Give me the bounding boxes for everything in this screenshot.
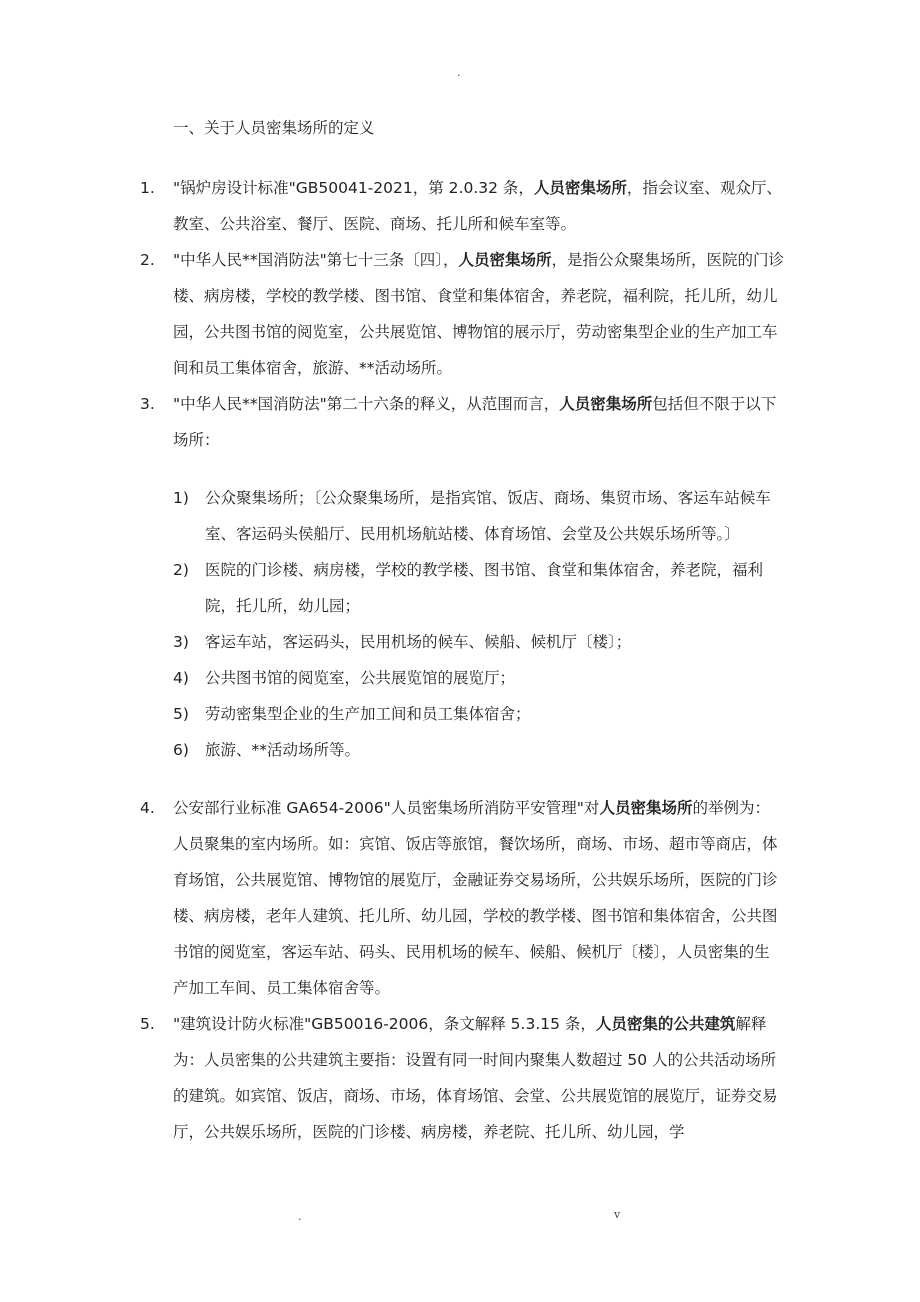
footer-mark-left: . [298, 1210, 302, 1223]
item-text: "中华人民**国消防法"第七十三条〔四〕， [173, 251, 459, 269]
list-item-number: 5. [140, 1015, 155, 1033]
item-bold-term: 人员密集的公共建筑 [595, 1015, 736, 1033]
item-bold-term: 人员密集场所 [458, 251, 552, 269]
sub-item-text: 客运车站，客运码头，民用机场的候车、候船、候机厅〔楼〕； [205, 633, 632, 651]
item-text: 包括但不限于以下场所： [173, 395, 777, 449]
footer-mark-right: v [614, 1208, 621, 1221]
sub-list-item [173, 552, 785, 624]
item-text: "中华人民**国消防法"第二十六条的释义，从范围而言， [173, 395, 560, 413]
item-bold-term: 人员密集场所 [599, 799, 693, 817]
item-text: "锅炉房设计标准"GB50041-2021，第 2.0.32 条， [173, 179, 534, 197]
sub-item-text: 公共图书馆的阅览室，公共展览馆的展览厅； [205, 669, 516, 687]
sub-list-item [173, 480, 785, 552]
sub-list-item [173, 624, 785, 660]
sub-list [173, 480, 785, 768]
list-item-5 [0, 1006, 785, 1150]
list-item-1 [0, 170, 785, 242]
sub-item-text: 劳动密集型企业的生产加工间和员工集体宿舍； [205, 705, 531, 723]
sub-list-item [173, 696, 785, 732]
sub-list-number: 4) [173, 669, 189, 687]
item-text: ，指会议室、观众厅、教室、公共浴室、餐厅、医院、商场、托儿所和候车室等。 [173, 179, 782, 233]
item-text: 公安部行业标准 GA654-2006"人员密集场所消防平安管理"对 [173, 799, 600, 817]
sub-list-number: 2) [173, 561, 189, 579]
sub-list-number: 5) [173, 705, 189, 723]
sub-item-text: 公众聚集场所；〔公众聚集场所，是指宾馆、饭店、商场、集贸市场、客运车站候车室、客运码头侯船厅、民用机场航站楼、体育场馆、会堂及公共娱乐场所等。〕 [205, 489, 771, 543]
section-heading: 一、关于人员密集场所的定义 [173, 119, 375, 137]
list-item-number: 2. [140, 251, 155, 269]
list-item-number: 1. [140, 179, 155, 197]
list-item-number: 4. [140, 799, 155, 817]
item-text: 的举例为：人员聚集的室内场所。如：宾馆、饭店等旅馆，餐饮场所，商场、市场、超市等商店，体育场馆，公共展览馆、博物馆的展览厅，金融证券交易场所，公共娱乐场所，医院的门诊楼、病房楼，老年人建筑、托儿所、幼儿园，学校的教学楼、图书馆和集体宿舍，公共图书馆的阅览室，客运车站、码头、民用机场的候车、候船、候机厅〔楼〕，人员密集的生产加工车间、员工集体宿舍等。 [173, 799, 778, 997]
item-bold-term: 人员密集场所 [559, 395, 653, 413]
sub-list-number: 6) [173, 741, 189, 759]
item-bold-term: 人员密集场所 [533, 179, 627, 197]
sub-list-number: 3) [173, 633, 189, 651]
sub-list-item [173, 732, 785, 768]
item-text: 解释为：人员密集的公共建筑主要指：设置有同一时间内聚集人数超过 50 人的公共活动场所的建筑。如宾馆、饭店，商场、市场，体育场馆、会堂、公共展览馆的展览厅，证券交易厅，公共娱乐场所，医院的门诊楼、病房楼，养老院、托儿所、幼儿园，学 [173, 1015, 778, 1141]
definition-list [0, 170, 920, 1150]
item-text: "建筑设计防火标准"GB50016-2006，条文解释 5.3.15 条， [173, 1015, 596, 1033]
sub-item-text: 旅游、**活动场所等。 [205, 741, 361, 759]
sub-item-text: 医院的门诊楼、病房楼，学校的教学楼、图书馆、食堂和集体宿舍，养老院，福利院，托儿所，幼儿园； [205, 561, 764, 615]
sub-list-number: 1) [173, 489, 189, 507]
list-item-4 [0, 790, 785, 1006]
list-item-2 [0, 242, 785, 386]
item-text: ，是指公众聚集场所，医院的门诊楼、病房楼，学校的教学楼、图书馆、食堂和集体宿舍，养老院，福利院，托儿所，幼儿园，公共图书馆的阅览室，公共展览馆、博物馆的展示厅，劳动密集型企业的生产加工车间和员工集体宿舍，旅游、**活动场所。 [173, 251, 785, 377]
sub-list-item [173, 660, 785, 696]
list-item-number: 3. [140, 395, 155, 413]
header-mark: . [457, 66, 461, 79]
list-item-3 [0, 386, 785, 768]
